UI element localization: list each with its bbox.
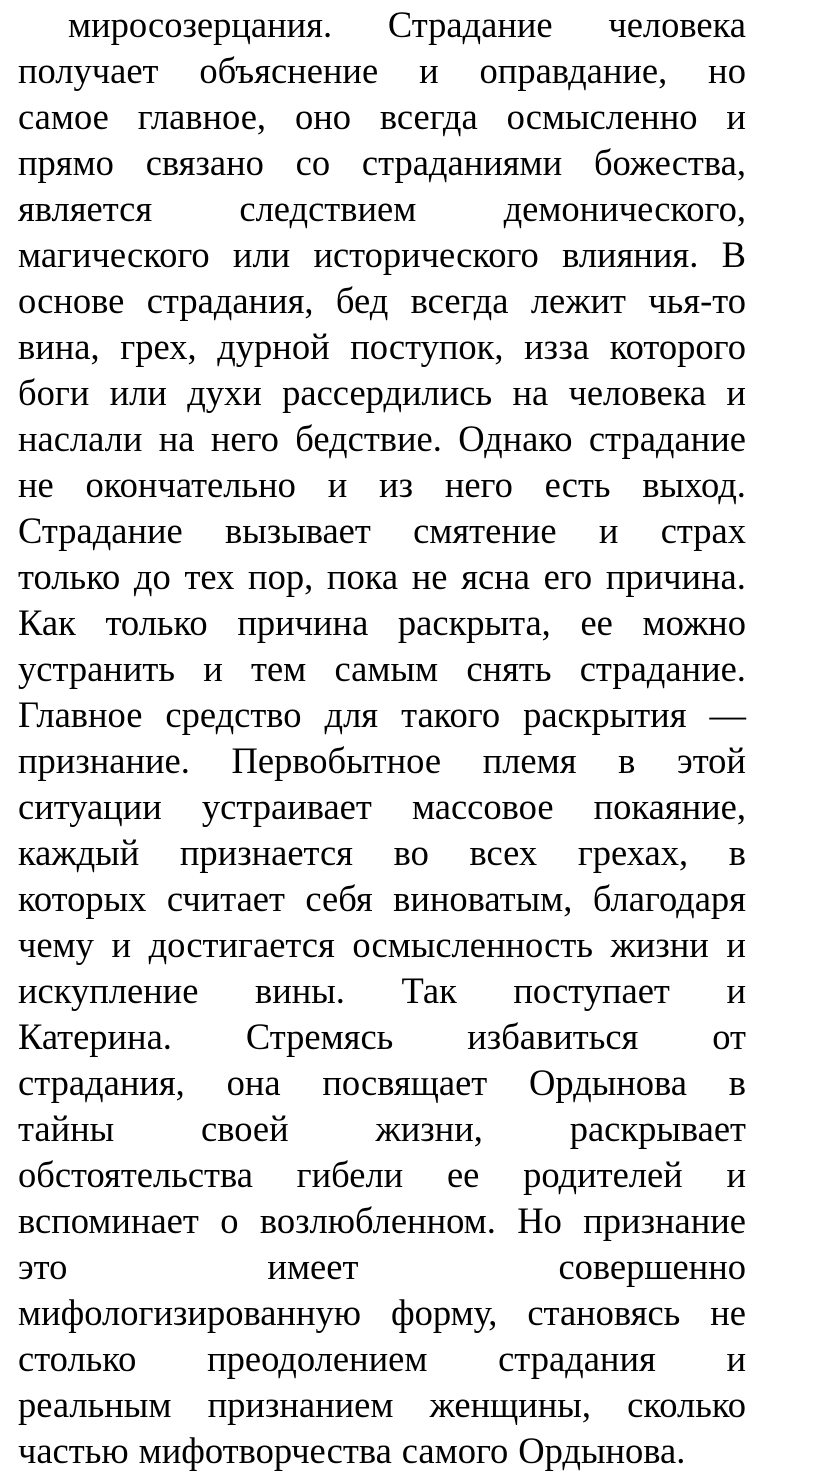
text-line: не окончательно и из него есть выход. [18, 464, 746, 505]
text-line: миросозерцания. Страдание человека [68, 4, 746, 45]
text-line: частью мифотворчества самого Ордынова. [18, 1430, 686, 1471]
text-line: чему и достигается осмысленность жизни и [18, 924, 746, 965]
text-line: тайны своей жизни, раскрывает [18, 1108, 746, 1149]
text-line: самое главное, оно всегда осмысленно и [18, 96, 746, 137]
text-line: вспоминает о возлюбленном. Но признание [18, 1200, 746, 1241]
text-line: Главное средство для такого раскрытия — [18, 694, 746, 735]
text-line: Катерина. Стремясь избавиться от [18, 1016, 746, 1057]
text-line: прямо связано со страданиями божества, [18, 142, 746, 183]
text-line: получает объяснение и оправдание, но [18, 50, 746, 91]
text-line: Как только причина раскрыта, ее можно [18, 602, 746, 643]
text-line: обстоятельства гибели ее родителей и [18, 1154, 746, 1195]
text-line: каждый признается во всех грехах, в [18, 832, 746, 873]
text-line: Страдание вызывает смятение и страх [18, 510, 746, 551]
text-line: это имеет совершенно [18, 1246, 746, 1287]
text-line: которых считает себя виноватым, благодаря [18, 878, 746, 919]
text-line: магического или исторического влияния. В [18, 234, 746, 275]
text-line: ситуации устраивает массовое покаяние, [18, 786, 746, 827]
text-line: устранить и тем самым снять страдание. [18, 648, 746, 689]
text-line: мифологизированную форму, становясь не [18, 1292, 746, 1333]
text-line: боги или духи рассердились на человека и [18, 372, 746, 413]
text-line: признание. Первобытное племя в этой [18, 740, 746, 781]
text-line: столько преодолением страдания и [18, 1338, 746, 1379]
text-line: только до тех пор, пока не ясна его причина. [18, 556, 746, 597]
text-line: искупление вины. Так поступает и [18, 970, 746, 1011]
text-line: наслали на него бедствие. Однако страдание [18, 418, 746, 459]
text-line: основе страдания, бед всегда лежит чья-то [18, 280, 746, 321]
text-line: страдания, она посвящает Ордынова в [18, 1062, 746, 1103]
text-line: вина, грех, дурной поступок, изза которого [18, 326, 746, 367]
text-line: реальным признанием женщины, сколько [18, 1384, 746, 1425]
text-line: является следствием демонического, [18, 188, 746, 229]
